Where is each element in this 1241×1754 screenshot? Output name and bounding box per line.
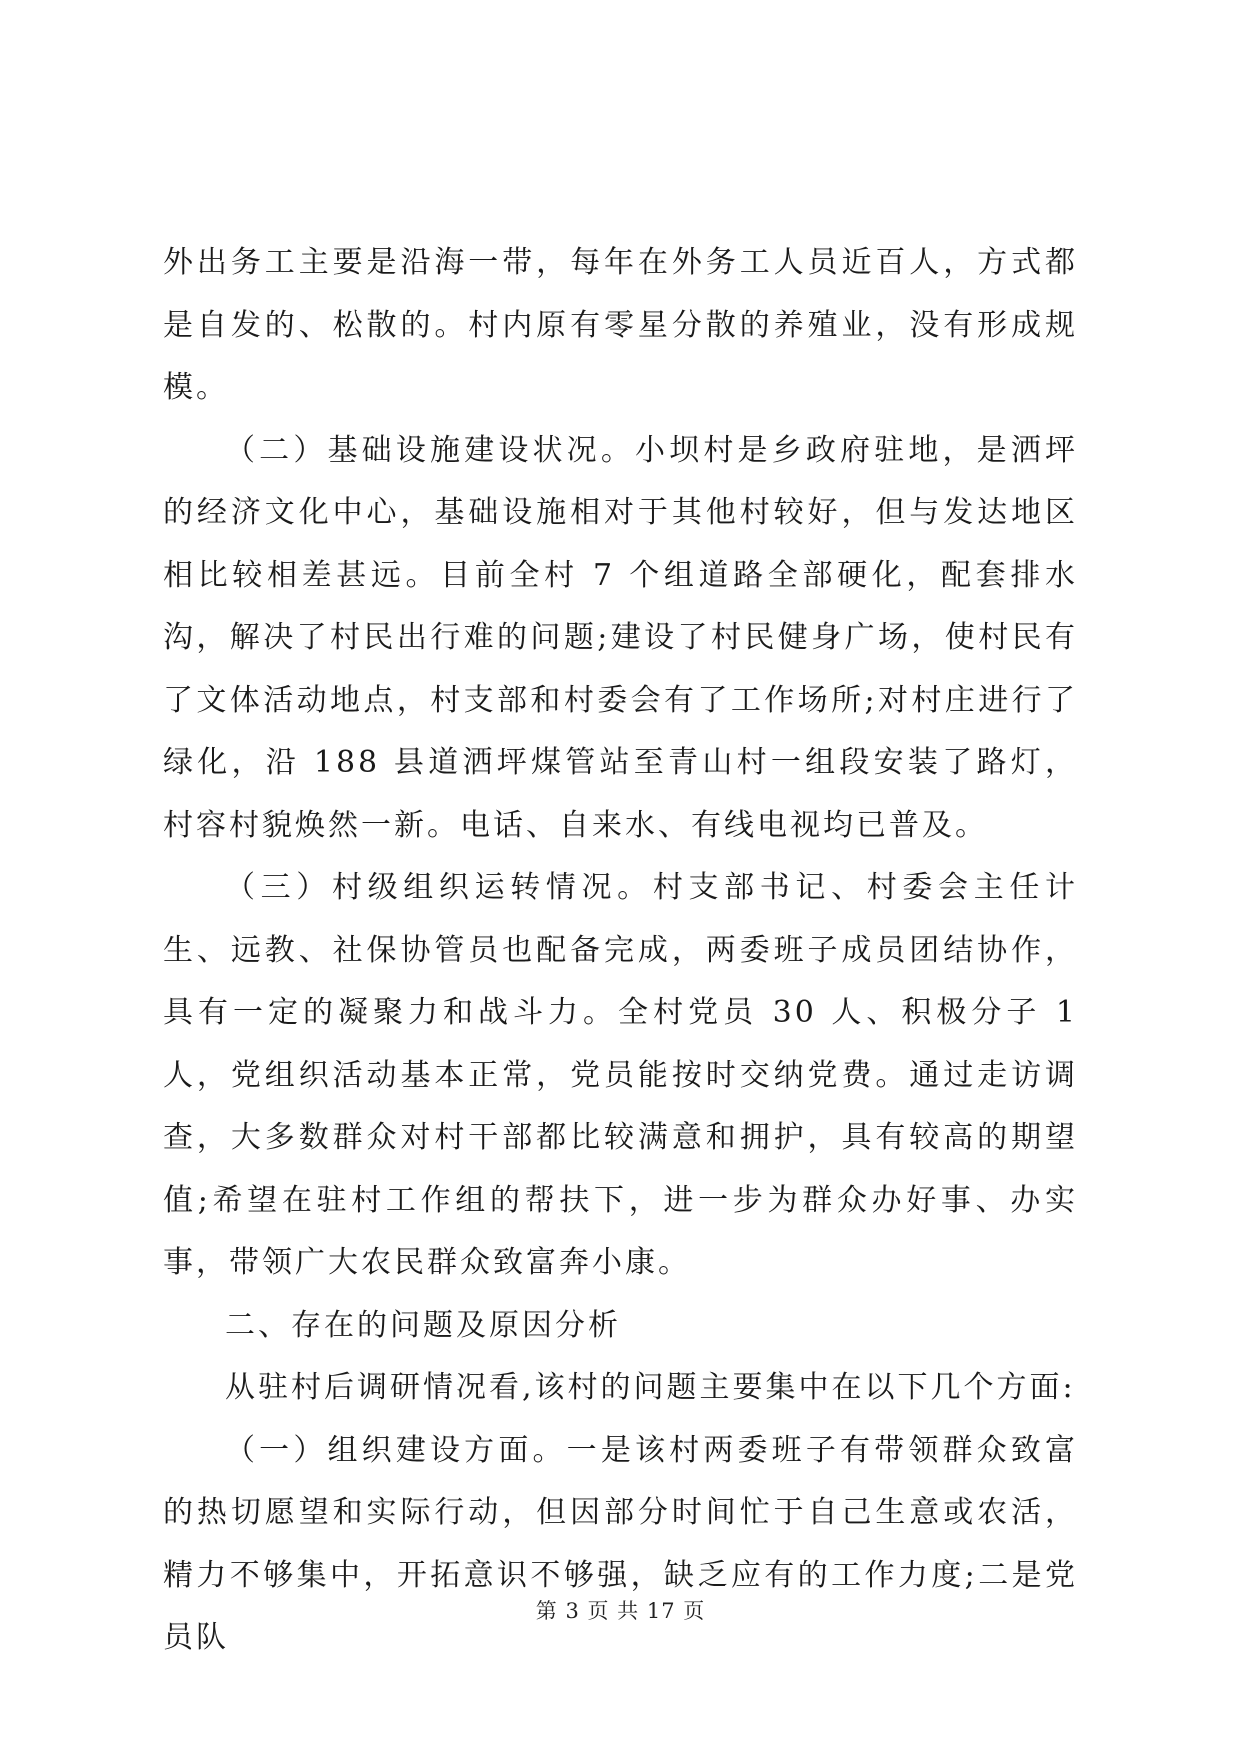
paragraph-4: 从驻村后调研情况看,该村的问题主要集中在以下几个方面: (225, 1370, 1076, 1405)
paragraph-1: 外出务工主要是沿海一带，每年在外务工人员近百人，方式都是自发的、松散的。村内原有零星分散的养殖业，没有形成规模。 (163, 245, 1078, 405)
paragraph-5: （一）组织建设方面。一是该村两委班子有带领群众致富的热切愿望和实际行动，但因部分时间忙于自己生意或农活，精力不够集中，开拓意识不够强，缺乏应有的工作力度;二是党员队 (163, 1432, 1078, 1655)
paragraph-3: （三）村级组织运转情况。村支部书记、村委会主任计生、远教、社保协管员也配备完成，两委班子成员团结协作，具有一定的凝聚力和战斗力。全村党员 30 人、积极分子 1 人，党组织活动基本正常，党员能按时交纳党费。通过走访调查，大多数群众对村干部都比较满意和拥护，具有较高的期望值;希望在驻村工作组的帮扶下，进一步为群众办好事、办实事，带领广大农民群众致富奔小康。 (163, 870, 1078, 1280)
document-body (163, 232, 1078, 1670)
section-heading: 二、存在的问题及原因分析 (225, 1307, 621, 1343)
paragraph-2: （二）基础设施建设状况。小坝村是乡政府驻地，是洒坪的经济文化中心，基础设施相对于其他村较好，但与发达地区相比较相差甚远。目前全村 7 个组道路全部硬化，配套排水沟，解决了村民出行难的问题;建设了村民健身广场，使村民有了文体活动地点，村支部和村委会有了工作场所;对村庄进行了绿化，沿 188 县道洒坪煤管站至青山村一组段安装了路灯，村容村貌焕然一新。电话、自来水、有线电视均已普及。 (163, 432, 1078, 843)
page-number: 第 3 页 共 17 页 (535, 1599, 706, 1623)
